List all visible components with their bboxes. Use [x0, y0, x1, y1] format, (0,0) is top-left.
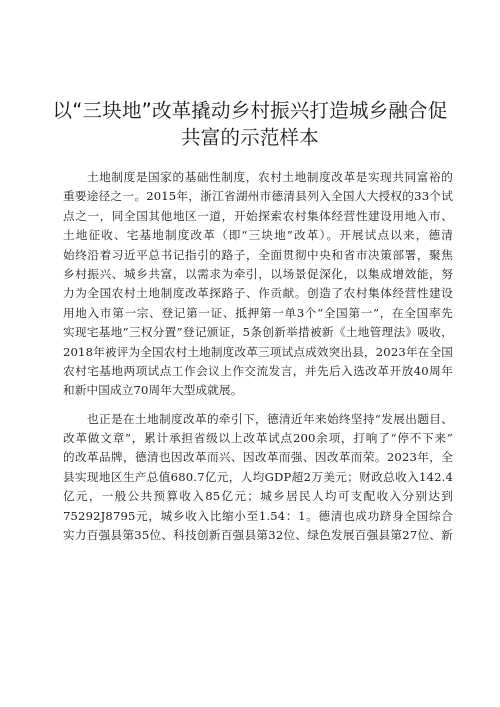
paragraph-2-line: 亿元，一般公共预算收入85亿元；城乡居民人均可支配收入分别达到	[63, 489, 453, 504]
paragraph-1-line: 2018年被评为全国农村土地制度改革三项试点成效突出县，2023年在全国	[63, 344, 453, 359]
document-title-line-2: 共富的示范样本	[181, 126, 319, 149]
paragraph-1-line: 实现宅基地“三权分置”登记颁证，5条创新举措被新《土地管理法》吸收，	[63, 325, 453, 340]
paragraph-1-line: 始终沿着习近平总书记指引的路子，全面贯彻中央和省市决策部署，聚焦	[63, 247, 453, 262]
paragraph-2	[63, 410, 453, 546]
paragraph-2-line: 也正是在土地制度改革的牵引下，德清近年来始终坚持“发展出题目、	[87, 411, 453, 426]
paragraph-1-line: 和新中国成立70周年大型成就展。	[63, 383, 243, 398]
paragraph-1-line: 力为全国农村土地制度改革探路子、作贡献。创造了农村集体经营性建设	[63, 286, 453, 301]
paragraph-1-line: 点之一，同全国其他地区一道，开始探索农村集体经营性建设用地入市、	[63, 208, 453, 223]
paragraph-1-line: 用地入市第一宗、登记第一证、抵押第一单3个“全国第一”，在全国率先	[63, 305, 453, 320]
paragraph-2-line: 75292J8795元，城乡收入比缩小至1.54：1。德清也成功跻身全国综合	[63, 508, 453, 523]
paragraph-1-line: 乡村振兴、城乡共富，以需求为牵引，以场景促深化，以集成增效能，努	[63, 266, 453, 281]
paragraph-1-line: 农村宅基地两项试点工作会议上作交流发言，并先后入选改革开放40周年	[63, 363, 453, 378]
paragraph-1	[63, 168, 453, 401]
paragraph-2-line: 的改革品牌，德清也因改革而兴、因改革而强、因改革而荣。2023年，全	[63, 450, 453, 465]
paragraph-1-line: 重要途径之一。2015年，浙江省湖州市德清县列入全国人大授权的33个试	[63, 189, 453, 204]
document-title-line-1: 以“三块地”改革撬动乡村振兴打造城乡融合促	[52, 99, 448, 122]
paragraph-2-line: 县实现地区生产总值680.7亿元，人均GDP超2万美元；财政总收入142.4	[63, 469, 453, 484]
paragraph-1-line: 土地征收、宅基地制度改革（即“三块地”改革）。开展试点以来，德清	[63, 228, 453, 243]
document-body	[63, 168, 453, 545]
paragraph-2-line: 改革做文章”，累计承担省级以上改革试点200余项，打响了“停不下来”	[63, 431, 453, 446]
paragraph-2-line: 实力百强县第35位、科技创新百强县第32位、绿色发展百强县第27位、新	[63, 528, 453, 543]
paragraph-1-line: 土地制度是国家的基础性制度，农村土地制度改革是实现共同富裕的	[87, 170, 453, 184]
